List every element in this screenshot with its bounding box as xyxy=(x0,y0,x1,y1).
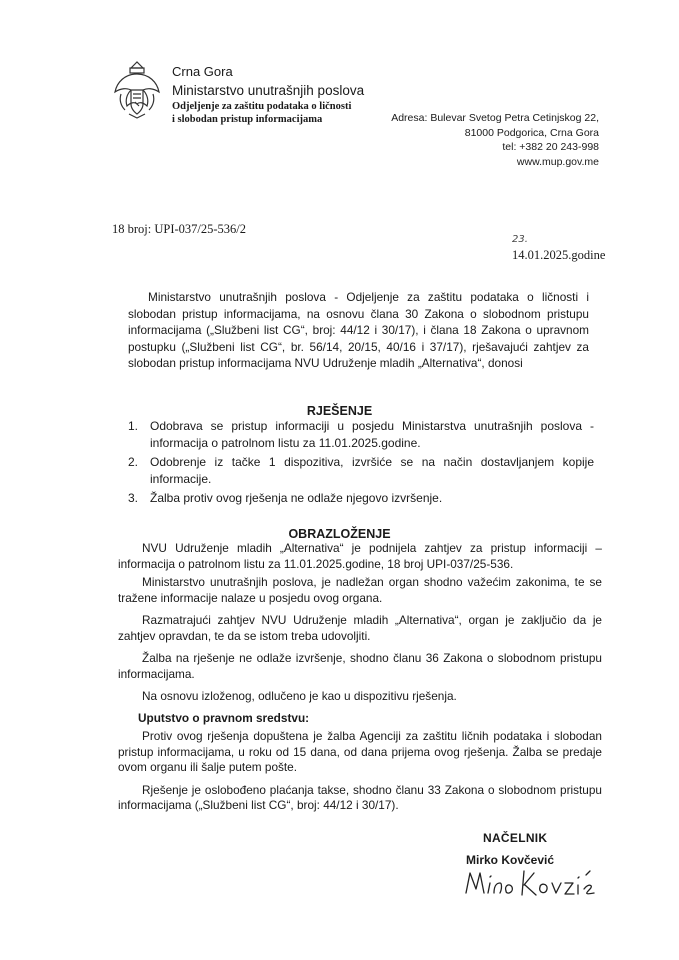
reasoning-paragraph-2: Ministarstvo unutrašnjih poslova, je nadležan organ shodno važećim zakonima, te se tražene informacije nalaze u posjedu ovog organa. xyxy=(118,575,602,605)
signer-name: Mirko Kovčević xyxy=(466,853,555,867)
list-item-text: Odobrenje iz tačke 1 dispozitiva, izvršiće se na način dostavljanjem kopije informacije. xyxy=(150,455,594,486)
list-item-text: Odobrava se pristup informaciji u posjedu Ministarstva unutrašnjih poslova - informacija o patrolnom listu za 11.01.2025.godine. xyxy=(150,419,594,450)
handwritten-date-correction: 23. xyxy=(512,234,528,245)
address-line-1: Adresa: Bulevar Svetog Petra Cetinjskog 22, xyxy=(391,112,599,124)
date-text: 14.01.2025.godine xyxy=(512,248,606,262)
fee-exemption-paragraph: Rješenje je oslobođeno plaćanja takse, shodno članu 33 Zakona o slobodnom pristupu informacijama („Službeni list CG“, broj: 44/12 i 30/17). xyxy=(118,782,602,812)
list-item-number: 2. xyxy=(128,455,139,469)
decision-title: RJEŠENJE xyxy=(306,404,373,418)
reference-number: 18 broj: UPI-037/25-536/2 xyxy=(112,222,247,236)
legal-remedy-paragraph: Protiv ovog rješenja dopuštena je žalba Agenciji za zaštitu ličnih podataka i slobodan pristup informacijama, u roku od 15 dana, od dana prijema ovog rješenja. Žalba se predaje ovom organu ili šalje putem pošte. xyxy=(118,729,602,774)
reasoning-paragraph-4: Žalba na rješenje ne odlaže izvršenje, shodno članu 36 Zakona o slobodnom pristupu informacijama. xyxy=(118,651,602,681)
reasoning-paragraph-5: Na osnovu izloženog, odlučeno je kao u dispozitivu rješenja. xyxy=(142,689,457,703)
reasoning-paragraph-3: Razmatrajući zahtjev NVU Udruženje mladih „Alternativa“, organ je zaključio da je zahtjev opravdan, te da se istom treba udovoljiti. xyxy=(118,613,602,643)
list-item-number: 3. xyxy=(128,491,139,505)
coat-of-arms-icon xyxy=(111,60,163,120)
list-item xyxy=(128,418,594,451)
legal-remedy-title: Uputstvo o pravnom sredstvu: xyxy=(138,710,310,725)
reasoning-body xyxy=(118,541,602,821)
phone-number: tel: +382 20 243-998 xyxy=(502,141,599,153)
address-block xyxy=(391,111,599,169)
list-item-number: 1. xyxy=(128,419,139,433)
list-item xyxy=(128,454,594,487)
address-line-2: 81000 Podgorica, Crna Gora xyxy=(464,126,599,139)
department-line-2: i slobodan pristup informacijama xyxy=(172,114,323,125)
department-line-1: Odjeljenje za zaštitu podataka o ličnosti xyxy=(172,101,352,112)
list-item xyxy=(128,490,594,507)
country-name: Crna Gora xyxy=(172,64,233,79)
ministry-name: Ministarstvo unutrašnjih poslova xyxy=(172,83,365,98)
signer-role: NAČELNIK xyxy=(483,831,548,845)
list-item-text: Žalba protiv ovog rješenja ne odlaže njegovo izvršenje. xyxy=(150,491,443,505)
website-link[interactable]: www.mup.gov.me xyxy=(516,155,599,168)
intro-paragraph: Ministarstvo unutrašnjih poslova - Odjeljenje za zaštitu podataka o ličnosti i slobodan pristup informacijama, na osnovu člana 30 Zakona o slobodnom pristupu informacijama („Službeni list CG“, broj: 44/12 i 30/17), i člana 18 Zakona o upravnom postupku („Službeni list CG“, br. 56/14, 20/15, 40/16 i 37/17), rješavajući zahtjev za slobodan pristup informacijama NVU Udruženje mladih „Alternativa“, donosi xyxy=(128,290,589,370)
decision-list xyxy=(128,418,594,510)
reasoning-title: OBRAZLOŽENJE xyxy=(288,527,391,541)
reasoning-paragraph-1: NVU Udruženje mladih „Alternativa“ je podnijela zahtjev za pristup informaciji – informacija o patrolnom listu za 11.01.2025.godine, 18 broj UPI-037/25-536. xyxy=(118,541,602,571)
handwritten-signature xyxy=(460,863,600,903)
